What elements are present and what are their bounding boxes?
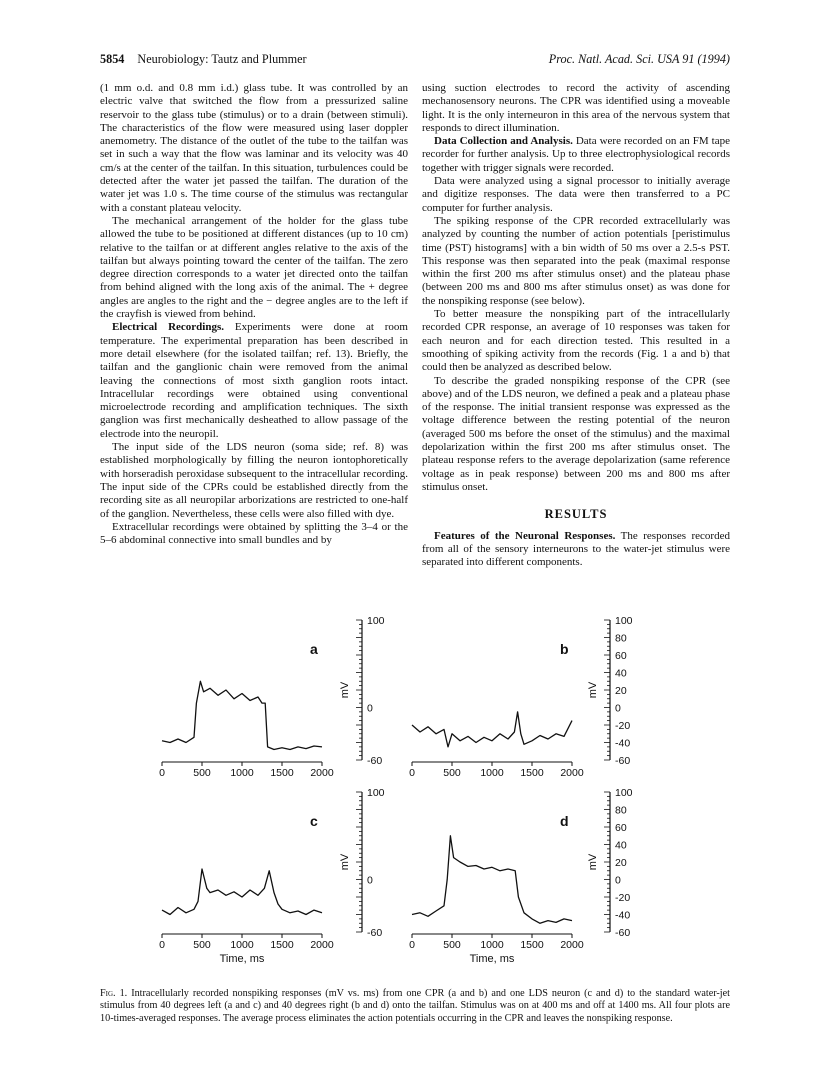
trace-b: [412, 712, 572, 747]
paragraph: [422, 530, 730, 570]
y-tick-label-d: 80: [615, 804, 627, 817]
panel-label-d: d: [560, 813, 569, 829]
y-tick-label-b: -60: [615, 755, 631, 767]
paragraph: Data were analyzed using a signal processor to initially average and digitize responses. The data were then transferred to a PC computer for further analysis.: [422, 175, 730, 214]
figure-caption: [100, 988, 730, 1025]
x-tick-label-d: 1500: [520, 939, 544, 951]
figure-1-plots: [150, 612, 670, 982]
paragraph: To describe the graded nonspiking response of the CPR (see above) and of the LDS neuron, we defined a peak and a plateau phase of the response. The initial transient response was expressed as the voltage difference between the resting potential of the neuron (averaged 500 ms before the onset of the stimulus) and the maximal depolarization within the first 200 ms after stimulus onset. The plateau response refers to the average depolarization (same reference voltage as in peak response) between 200 ms and 800 ms after stimulus onset.: [422, 374, 730, 493]
y-tick-label-d: -40: [615, 909, 631, 922]
x-tick-label-a: 2000: [310, 767, 334, 779]
paragraph-text: Data were recorded on an FM tape recorder for further analysis. Up to three electrophysiological records together with trigger signals were recorded.: [422, 135, 730, 174]
paragraph: Extracellular recordings were obtained by splitting the 3–4 or the 5–6 abdominal connective into small bundles and by: [100, 520, 408, 547]
panel-label-b: b: [560, 641, 569, 657]
y-tick-label-b: 20: [615, 685, 627, 697]
running-title: Neurobiology: Tautz and Plummer: [137, 52, 307, 66]
y-tick-label-d: 60: [615, 822, 627, 834]
y-axis-label-b: mV: [587, 681, 599, 699]
y-tick-label-d: -20: [615, 892, 631, 904]
y-tick-label-d: -60: [615, 927, 631, 939]
x-tick-label-b: 500: [443, 767, 461, 779]
results-heading: RESULTS: [544, 507, 608, 522]
y-tick-label-b: 80: [615, 632, 627, 645]
x-tick-label-a: 1000: [230, 767, 254, 779]
y-tick-label-a: 100: [367, 615, 385, 627]
y-tick-label-b: 0: [615, 702, 621, 715]
x-tick-label-a: 0: [159, 767, 165, 779]
x-axis-label-c: Time, ms: [219, 953, 265, 965]
y-tick-label-b: -40: [615, 737, 631, 750]
y-tick-label-d: 100: [615, 787, 633, 799]
x-tick-label-b: 1000: [480, 767, 504, 779]
y-tick-label-d: 20: [615, 857, 627, 869]
figure-1: [150, 612, 670, 982]
y-axis-label-d: mV: [587, 853, 599, 871]
paragraph: The input side of the LDS neuron (soma side; ref. 8) was established morphologically by filling the neuron iontophoretically with horseradish peroxidase subsequent to the intracellular recording. The input side of the CPRs could be established directly from the recording site as all neuropilar arborizations are restricted to one-half of the ganglion. Nevertheless, these cells were also filled with dye.: [100, 441, 408, 520]
y-axis-label-c: mV: [339, 853, 351, 871]
x-tick-label-d: 2000: [560, 939, 584, 951]
trace-d: [412, 836, 572, 924]
x-tick-label-c: 2000: [310, 939, 334, 951]
y-tick-label-b: -20: [615, 720, 631, 732]
paragraph-text: The responses recorded from all of the sensory interneurons to the water-jet stimulus were separated into different components.: [422, 529, 730, 569]
section-heading-data-collection: Data Collection and Analysis.: [434, 135, 573, 148]
caption-text: Intracellularly recorded nonspiking responses (mV vs. ms) from one CPR (a and b) and one LDS neuron (c and d) to the standard water-jet stimulus from 40 degrees left (a and c) and 40 degrees right (b and d) onto the tailfan. Stimulus was on at 400 ms and off at 1400 ms. All four plots are 10-times-averaged responses. The average process eliminates the action potentials occurring in the CPR and leaves the nonspiking response.: [100, 988, 730, 1024]
x-tick-label-b: 0: [409, 767, 415, 779]
caption-label: Fig. 1.: [100, 988, 128, 999]
y-tick-label-b: 40: [615, 667, 627, 680]
left-column: [100, 82, 408, 547]
paragraph: To better measure the nonspiking part of the intracellularly recorded CPR response, an average of 10 responses was taken for each neuron and for each direction tested. This resulted in a smoothing of spiking activity from the records (Fig. 1 a and b) that could then be analyzed as described below.: [422, 308, 730, 374]
y-tick-label-b: 60: [615, 650, 627, 662]
section-heading-electrical-recordings: Electrical Recordings.: [112, 321, 225, 334]
y-tick-label-d: 0: [615, 874, 621, 887]
y-tick-label-c: 0: [367, 874, 373, 887]
y-tick-label-c: 100: [367, 787, 385, 799]
paragraph: The mechanical arrangement of the holder for the glass tube allowed the tube to be positioned at different distances (up to 10 cm) relative to the tailfan or at different angles relative to the axis of the tailfan but always pointing toward the center of the tailfan. The zero degree direction corresponds to a water jet directed onto the tailfan from behind aligned with the long axis of the animal. The + degree angles are angles to the right and the − degree angles are to the left if the crayfish is viewed from behind.: [100, 214, 408, 321]
x-tick-label-c: 500: [193, 939, 211, 951]
running-header: [100, 52, 730, 70]
right-column: [422, 82, 730, 569]
panel-label-c: c: [310, 813, 318, 829]
paragraph: [100, 321, 408, 441]
x-tick-label-b: 1500: [520, 767, 544, 779]
x-tick-label-c: 0: [159, 939, 165, 951]
x-tick-label-d: 0: [409, 939, 415, 951]
y-tick-label-a: 0: [367, 702, 373, 715]
x-tick-label-a: 1500: [270, 767, 294, 779]
paragraph: using suction electrodes to record the activity of ascending mechanosensory neurons. The CPR was identified using a moveable light. It is the only interneuron in this area of the nervous system that responds to direct illumination.: [422, 82, 730, 134]
x-tick-label-b: 2000: [560, 767, 584, 779]
x-tick-label-c: 1000: [230, 939, 254, 951]
paragraph: [422, 135, 730, 175]
x-tick-label-d: 500: [443, 939, 461, 951]
y-tick-label-c: -60: [367, 927, 383, 939]
paragraph: The spiking response of the CPR recorded extracellularly was analyzed by counting the number of action potentials [peristimulus time (PST) histograms] with a bin width of 50 ms over a 2.5-s PST. This response was then separated into the peak (maximal response within the first 200 ms after stimulus onset) and the plateau phase (between 200 ms and 800 ms after stimulus onset) as was done for the nonspiking response (see below).: [422, 214, 730, 307]
page-number: 5854: [100, 52, 125, 66]
y-tick-label-d: 40: [615, 839, 627, 852]
y-tick-label-b: 100: [615, 615, 633, 627]
paragraph-text: Experiments were done at room temperature. The experimental preparation has been described in more detail elsewhere (for the isolated tailfan; ref. 13). Briefly, the tailfan and the ganglionic chain were removed from the animal leaving the connections of most sixth ganglion roots intact. Intracellular recordings were obtained using conventional microelectrode recording and amplification techniques. The sixth ganglion was first mechanically desheathed to allow passage of the electrode into the neuropil.: [100, 321, 408, 440]
x-tick-label-a: 500: [193, 767, 211, 779]
x-tick-label-c: 1500: [270, 939, 294, 951]
trace-a: [162, 681, 322, 749]
section-heading-features: Features of the Neuronal Responses.: [434, 529, 616, 542]
y-axis-label-a: mV: [339, 681, 351, 699]
y-tick-label-a: -60: [367, 755, 383, 767]
paragraph: (1 mm o.d. and 0.8 mm i.d.) glass tube. It was controlled by an electric valve that switched the flow from a pressurized saline reservoir to the glass tube (stimulus) or to a drain (between stimuli). The characteristics of the flow were measured using laser doppler anemometry. The distance of the outlet of the tube to the tailfan was set in such a way that the flow was laminar and its velocity was 40 cm/s at the center of the tailfan. In this situation, turbulences could be detected after the water jet passed the tailfan. The duration of the water jet was 1.0 s. The time course of the stimulus was rectangular with a constant plateau velocity.: [100, 82, 408, 214]
panel-label-a: a: [310, 641, 318, 657]
x-axis-label-d: Time, ms: [469, 953, 515, 965]
trace-c: [162, 869, 322, 915]
journal-citation: Proc. Natl. Acad. Sci. USA 91 (1994): [548, 52, 730, 66]
x-tick-label-d: 1000: [480, 939, 504, 951]
